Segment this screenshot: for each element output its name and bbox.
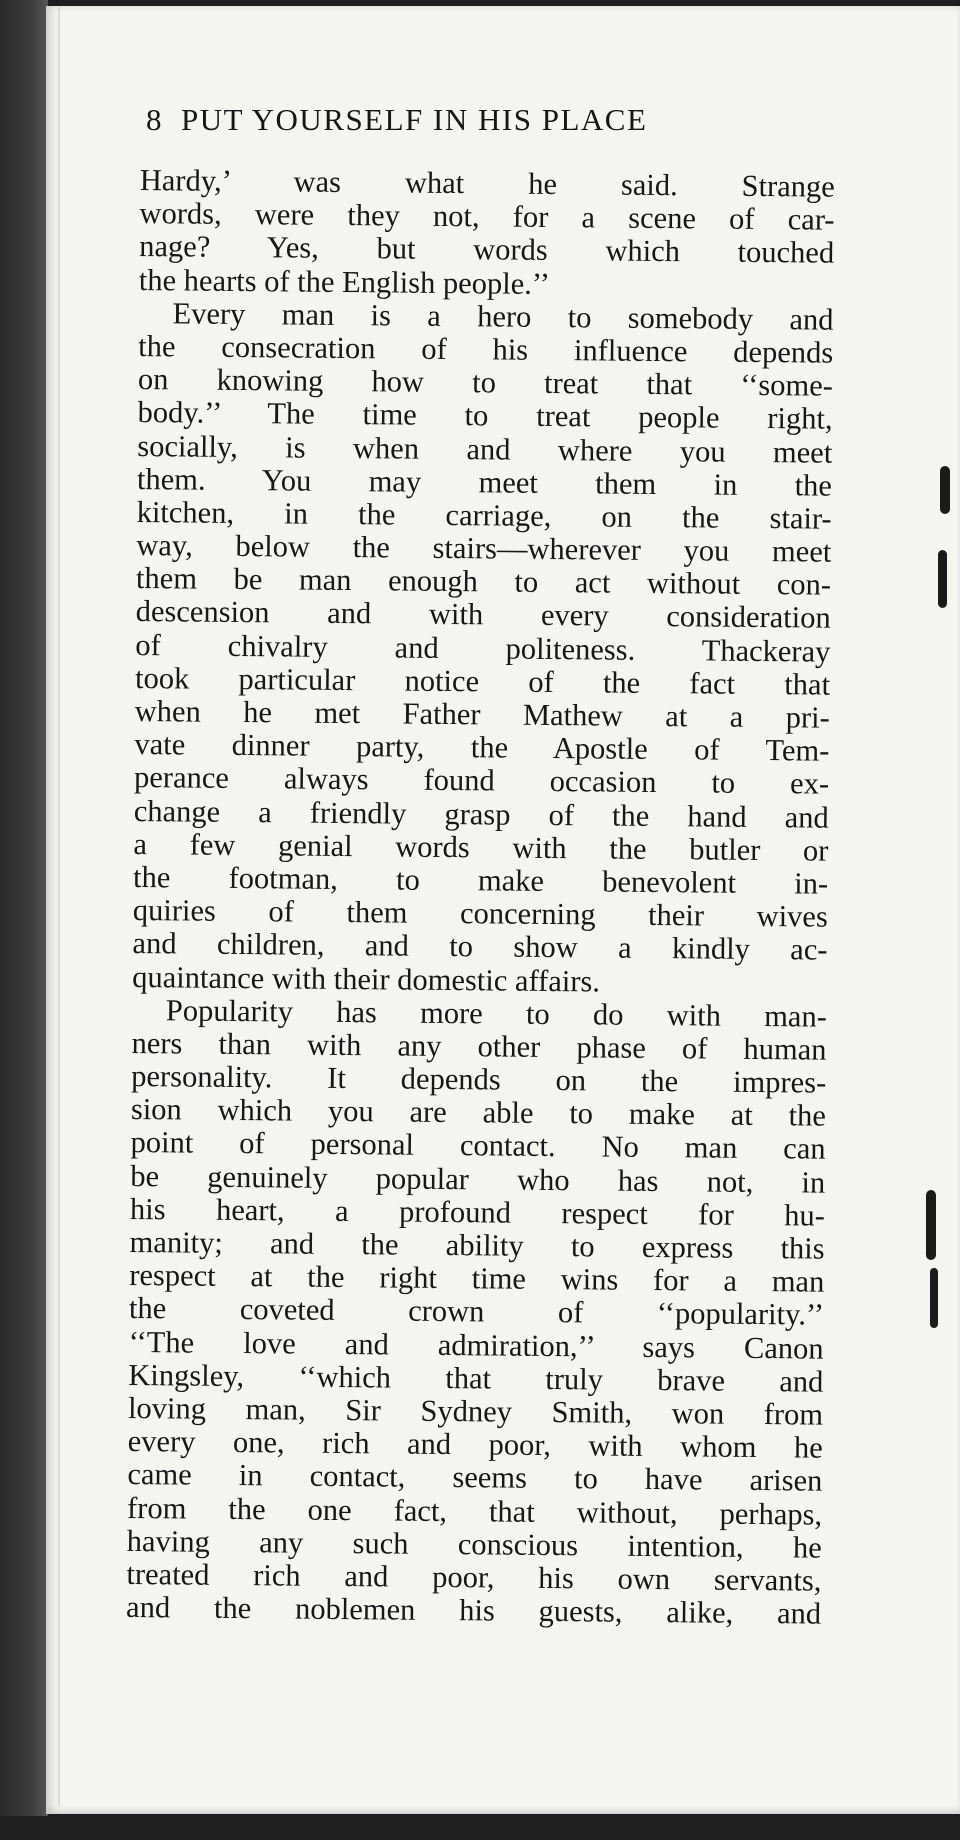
text-line: the hearts of the English people.’’ — [138, 262, 551, 301]
text-line: manity; and the ability to express this — [129, 1224, 825, 1266]
text-line: having any such conscious intention, he — [126, 1523, 822, 1565]
text-line: and the noblemen his guests, alike, and — [125, 1589, 822, 1631]
text-line: from the one fact, that without, perhaps, — [126, 1490, 823, 1532]
text-line: the coveted crown of ‘‘popularity.’’ — [128, 1291, 825, 1332]
text-line: Popularity has more to do with man- — [165, 992, 828, 1034]
scan-artifact-mark — [926, 1190, 936, 1260]
text-line: change a friendly grasp of the hand and — [133, 793, 829, 835]
text-line: of chivalry and politeness. Thackeray — [135, 627, 831, 669]
text-line: nage? Yes, but words which touched — [139, 229, 835, 271]
text-line: descension and with every consideration — [135, 594, 831, 636]
text-line: vate dinner party, the Apostle of Tem- — [134, 727, 830, 768]
text-line: sion which you are able to make at the — [130, 1092, 827, 1133]
text-line: point of personal contact. No man can — [130, 1125, 826, 1167]
text-line: respect at the right time wins for a man — [129, 1258, 825, 1299]
text-line: came in contact, seems to have arisen — [127, 1457, 823, 1498]
text-line: the consecration of his influence depends — [138, 328, 834, 370]
body-text — [126, 164, 835, 1631]
text-line: on knowing how to treat that ‘‘some- — [137, 362, 834, 403]
running-header — [146, 102, 846, 138]
text-line: Hardy,’ was what he said. Strange — [139, 163, 835, 204]
scan-artifact-mark — [940, 466, 950, 514]
book-binding-edge — [0, 0, 48, 1840]
text-line: kitchen, in the carriage, on the stair- — [136, 494, 832, 536]
text-line: ners than with any other phase of human — [131, 1025, 827, 1067]
text-line: quaintance with their domestic affairs. — [132, 959, 601, 998]
page-gutter-line — [58, 6, 60, 1806]
text-line: Kingsley, ‘‘which that truly brave and — [128, 1357, 824, 1399]
text-line: treated rich and poor, his own servants, — [126, 1556, 822, 1598]
text-line: Every man is a hero to somebody and — [172, 296, 834, 337]
text-line: a few genial words with the butler or — [133, 826, 829, 868]
text-line: be genuinely popular who has not, in — [130, 1158, 826, 1200]
scan-artifact-mark — [930, 1268, 938, 1328]
text-line: the footman, to make benevolent in- — [132, 859, 829, 901]
text-line: way, below the stairs—wherever you meet — [136, 528, 832, 569]
page-number: 8 — [146, 102, 163, 137]
text-line: words, were they not, for a scene of car- — [139, 196, 835, 237]
running-title: PUT YOURSELF IN HIS PLACE — [181, 102, 648, 137]
text-line: when he met Father Mathew at a pri- — [134, 693, 830, 735]
text-line: body.’’ The time to treat people right, — [137, 395, 833, 436]
text-line: them. You may meet them in the — [136, 461, 833, 503]
text-line: perance always found occasion to ex- — [133, 760, 830, 802]
text-line: quiries of them concerning their wives — [132, 893, 828, 934]
text-line: his heart, a profound respect for hu- — [129, 1191, 826, 1233]
text-line: them be man enough to act without con- — [135, 561, 832, 602]
text-line: took particular notice of the fact that — [134, 660, 831, 702]
text-line: ‘‘The love and admiration,’’ says Canon — [128, 1324, 824, 1366]
text-line: personality. It depends on the impres- — [131, 1059, 827, 1100]
text-line: loving man, Sir Sydney Smith, won from — [127, 1390, 824, 1432]
scan-artifact-mark — [938, 550, 947, 608]
scan-bottom-edge — [0, 1816, 960, 1840]
text-line: every one, rich and poor, with whom he — [127, 1424, 823, 1465]
text-line: and children, and to show a kindly ac- — [132, 926, 828, 967]
text-line: socially, is when and where you meet — [137, 428, 833, 470]
